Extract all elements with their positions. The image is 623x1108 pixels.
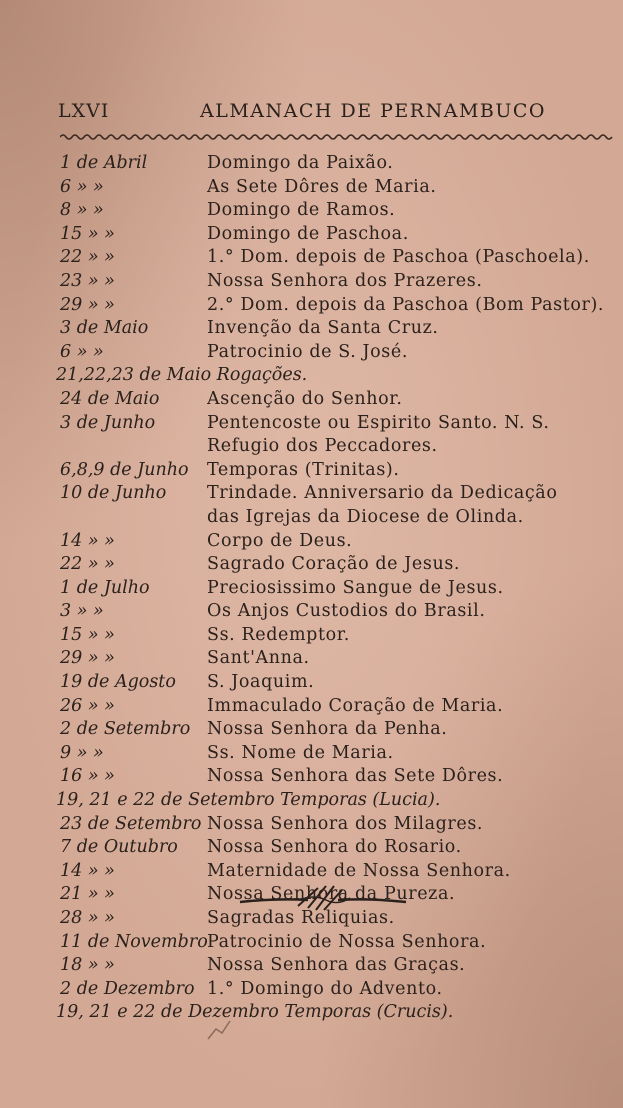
entry-description: Nossa Senhora das Sete Dôres. xyxy=(207,766,504,787)
ink-mark xyxy=(200,1015,240,1045)
entry-date: 29 » » xyxy=(60,294,115,315)
entry-description: Domingo de Ramos. xyxy=(207,200,396,221)
entry-date: 6,8,9 de Junho xyxy=(60,459,189,480)
entry-date: 15 » » xyxy=(60,624,115,645)
list-item xyxy=(0,553,623,577)
entry-description: Corpo de Deus. xyxy=(207,530,353,551)
entry-description: Preciosissimo Sangue de Jesus. xyxy=(207,577,504,598)
entry-description: Maternidade de Nossa Senhora. xyxy=(207,860,511,881)
entry-description: Nossa Senhora dos Prazeres. xyxy=(207,270,483,291)
entry-date: 11 de Novembro xyxy=(60,931,208,952)
list-item xyxy=(0,223,623,247)
entry-date: 22 » » xyxy=(60,247,115,268)
entry-date: 9 » » xyxy=(60,742,104,763)
entry-date: 6 » » xyxy=(60,176,104,197)
list-item xyxy=(0,978,623,1002)
entry-date: 15 » » xyxy=(60,223,115,244)
list-item xyxy=(0,789,623,813)
page-header xyxy=(0,100,623,130)
list-item xyxy=(0,341,623,365)
entry-date: 23 de Setembro xyxy=(60,813,202,834)
entry-date: 3 » » xyxy=(60,601,104,622)
list-item xyxy=(0,412,623,436)
header-wavy-rule xyxy=(60,132,615,142)
entry-description: Domingo da Paixão. xyxy=(207,153,394,173)
list-item xyxy=(0,742,623,766)
entry-date: 14 » » xyxy=(60,530,115,551)
entry-description: das Igrejas da Diocese de Olinda. xyxy=(207,506,524,527)
entry-date: 2 de Setembro xyxy=(60,719,191,740)
entry-date: 23 » » xyxy=(60,270,115,291)
entry-date: 1 de Julho xyxy=(60,577,150,598)
list-item xyxy=(0,482,623,506)
entry-description: Ascenção do Senhor. xyxy=(207,388,403,409)
entry-description: Patrocinio de S. José. xyxy=(207,341,408,362)
entry-date: 6 » » xyxy=(60,341,104,362)
entry-description: Pentencoste ou Espirito Santo. N. S. xyxy=(207,412,550,433)
list-item xyxy=(0,647,623,671)
entry-date: 1 de Abril xyxy=(60,153,148,173)
entry-description: Immaculado Coração de Maria. xyxy=(207,695,504,716)
list-item xyxy=(0,813,623,837)
entry-date: 29 » » xyxy=(60,648,115,669)
entry-description: Sant'Anna. xyxy=(207,648,310,669)
entry-date: 21 » » xyxy=(60,884,115,905)
entry-date: 21,22,23 de Maio Rogações. xyxy=(56,365,308,386)
entry-description: Nossa Senhora da Pureza. xyxy=(207,884,456,905)
entry-description: Nossa Senhora do Rosario. xyxy=(207,837,462,858)
entry-description: S. Joaquim. xyxy=(207,672,315,693)
list-item xyxy=(0,270,623,294)
entry-description: 1.° Dom. depois de Paschoa (Paschoela). xyxy=(207,247,590,268)
entry-date: 14 » » xyxy=(60,860,115,881)
entry-description: Refugio dos Peccadores. xyxy=(207,436,438,457)
entry-date: 18 » » xyxy=(60,955,115,976)
entry-description: Sagradas Reliquias. xyxy=(207,908,395,928)
page-number: LXVI xyxy=(58,100,110,122)
entry-description: Ss. Nome de Maria. xyxy=(207,742,394,763)
entry-date: 26 » » xyxy=(60,695,115,716)
entry-date: 7 de Outubro xyxy=(60,837,178,858)
entry-description: Nossa Senhora das Graças. xyxy=(207,955,466,976)
entry-description: Trindade. Anniversario da Dedicação xyxy=(207,483,558,504)
entry-date: 2 de Dezembro xyxy=(60,978,195,999)
entry-description: Invenção da Santa Cruz. xyxy=(207,318,439,339)
list-item xyxy=(0,695,623,719)
list-item xyxy=(0,435,623,459)
list-item xyxy=(0,671,623,695)
list-item xyxy=(0,176,623,200)
list-item xyxy=(0,388,623,412)
list-item xyxy=(0,600,623,624)
list-item xyxy=(0,1001,623,1025)
list-item xyxy=(0,530,623,554)
entry-date: 10 de Junho xyxy=(60,483,167,504)
entry-description: 2.° Dom. depois da Paschoa (Bom Pastor). xyxy=(207,294,605,315)
entry-date: 3 de Maio xyxy=(60,318,149,339)
list-item xyxy=(0,294,623,318)
list-item xyxy=(0,246,623,270)
list-item xyxy=(0,577,623,601)
list-item xyxy=(0,836,623,860)
entry-description: Sagrado Coração de Jesus. xyxy=(207,554,461,575)
entry-date: 16 » » xyxy=(60,766,115,787)
list-item xyxy=(0,931,623,955)
entry-description: Nossa Senhora dos Milagres. xyxy=(207,813,484,834)
entry-description: Patrocinio de Nossa Senhora. xyxy=(207,931,487,952)
entry-description: 1.° Domingo do Advento. xyxy=(207,978,443,999)
end-ornament xyxy=(238,880,408,920)
list-item xyxy=(0,506,623,530)
entry-description: Domingo de Paschoa. xyxy=(207,223,409,244)
list-item xyxy=(0,317,623,341)
list-item xyxy=(0,459,623,483)
entry-date: 3 de Junho xyxy=(60,412,156,433)
list-item xyxy=(0,718,623,742)
entry-description: As Sete Dôres de Maria. xyxy=(207,176,437,197)
entry-date: 22 » » xyxy=(60,554,115,575)
entry-date: 19 de Agosto xyxy=(60,672,176,693)
entry-date: 19, 21 e 22 de Setembro Temporas (Lucia). xyxy=(56,790,441,811)
list-item xyxy=(0,954,623,978)
list-item xyxy=(0,364,623,388)
entry-description: Temporas (Trinitas). xyxy=(207,459,400,480)
list-item xyxy=(0,152,623,176)
entry-date: 28 » » xyxy=(60,908,115,928)
entry-date: 8 » » xyxy=(60,200,104,221)
entry-description: Ss. Redemptor. xyxy=(207,624,350,645)
list-item xyxy=(0,199,623,223)
running-title: ALMANACH DE PERNAMBUCO xyxy=(200,100,546,122)
entry-date: 24 de Maio xyxy=(60,388,160,409)
entry-date: 19, 21 e 22 de Dezembro Temporas (Crucis). xyxy=(56,1002,454,1023)
list-item xyxy=(0,765,623,789)
entry-description: Nossa Senhora da Penha. xyxy=(207,719,448,740)
entry-description: Os Anjos Custodios do Brasil. xyxy=(207,601,486,622)
list-item xyxy=(0,624,623,648)
